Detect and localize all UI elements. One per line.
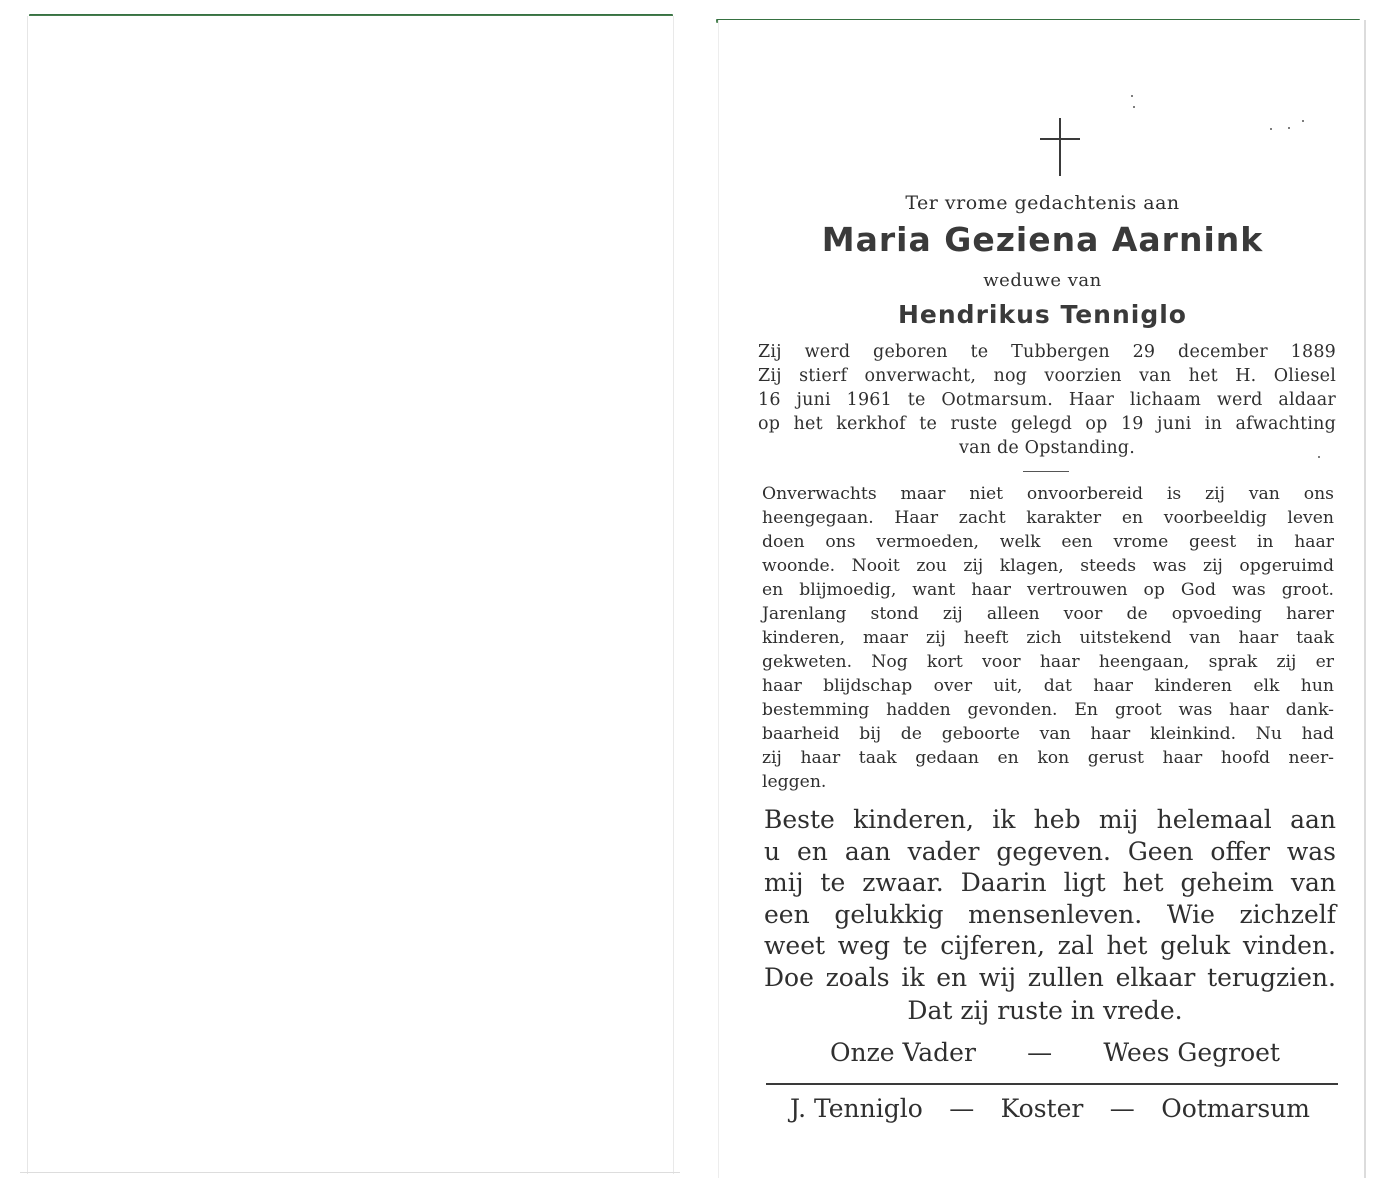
farewell-line: een gelukkig mensenleven. Wie zichzelf [764, 899, 1336, 929]
prayer-line [830, 1038, 1280, 1067]
section-divider [1023, 471, 1069, 472]
blank-back-page [27, 16, 674, 1174]
biography-line: 16 juni 1961 te Ootmarsum. Haar lichaam werd aldaar [758, 390, 1336, 410]
prayer-hail-mary: Wees Gegroet [1103, 1038, 1280, 1067]
eulogy-line: woonde. Nooit zou zij klagen, steeds was zij opgeruimd [762, 556, 1334, 576]
eulogy-line: baarheid bij de geboorte van haar kleinkind. Nu had [762, 724, 1334, 744]
eulogy-paragraph [762, 482, 1334, 794]
eulogy-line: en blijmoedig, want haar vertrouwen op God was groot. [762, 580, 1334, 600]
husband-name: Hendrikus Tenniglo [898, 300, 1187, 329]
left-page-bottom-edge [20, 1172, 680, 1173]
cross-icon [1040, 118, 1080, 176]
print-speck [1133, 106, 1135, 108]
biography-line: Zij werd geboren te Tubbergen 29 december 1889 [758, 342, 1336, 362]
eulogy-line: kinderen, maar zij heeft zich uitstekend van haar taak [762, 628, 1334, 648]
eulogy-line: Jarenlang stond zij alleen voor de opvoeding harer [762, 604, 1334, 624]
imprint-printer: J. Tenniglo [790, 1094, 923, 1123]
prayer-separator: — [1027, 1038, 1053, 1067]
eulogy-line: bestemming hadden gevonden. En groot was haar dank- [762, 700, 1334, 720]
print-speck [1288, 127, 1290, 129]
dedication-line: Ter vrome gedachtenis aan [905, 192, 1180, 214]
printer-imprint [790, 1094, 1310, 1123]
widow-of-line: weduwe van [983, 270, 1102, 291]
imprint-separator: — [1109, 1094, 1135, 1123]
farewell-line: mij te zwaar. Daarin ligt het geheim van [764, 868, 1336, 897]
eulogy-line: doen ons vermoeden, welk een vrome geest in haar [762, 532, 1334, 552]
imprint-separator: — [949, 1094, 975, 1123]
eulogy-line: gekweten. Nog kort voor haar heengaan, sprak zij er [762, 652, 1334, 672]
eulogy-line: leggen. [762, 772, 827, 792]
print-speck [1270, 128, 1272, 130]
farewell-line: Beste kinderen, ik heb mij helemaal aan [764, 805, 1336, 834]
biography-line: van de Opstanding. [959, 438, 1135, 458]
eulogy-line: heengegaan. Haar zacht karakter en voorbeeldig leven [762, 508, 1334, 528]
eulogy-line: zij haar taak gedaan en kon gerust haar hoofd neer- [762, 748, 1334, 768]
eulogy-line: Onverwachts maar niet onvoorbereid is zij van ons [762, 484, 1334, 504]
prayer-our-father: Onze Vader [830, 1038, 976, 1067]
farewell-message [764, 804, 1336, 993]
farewell-line: weet weg te cijferen, zal het geluk vinden. [764, 931, 1336, 960]
imprint-place: Ootmarsum [1161, 1094, 1310, 1123]
eulogy-line: haar blijdschap over uit, dat haar kinderen elk hun [762, 676, 1334, 696]
print-speck [1131, 95, 1133, 97]
imprint-divider [766, 1083, 1338, 1085]
biography-line: Zij stierf onverwacht, nog voorzien van het H. Oliesel [758, 366, 1336, 386]
imprint-role: Koster [1000, 1094, 1084, 1123]
farewell-line: u en aan vader gegeven. Geen offer was [764, 836, 1336, 866]
print-speck [1302, 120, 1304, 122]
deceased-name: Maria Geziena Aarnink [821, 220, 1264, 259]
biography-line: op het kerkhof te ruste gelegd op 19 juni in afwachting [758, 414, 1336, 434]
rest-in-peace-line: Dat zij ruste in vrede. [907, 996, 1183, 1025]
biography-paragraph [758, 340, 1336, 460]
farewell-line: Doe zoals ik en wij zullen elkaar terugzien. [764, 962, 1336, 992]
